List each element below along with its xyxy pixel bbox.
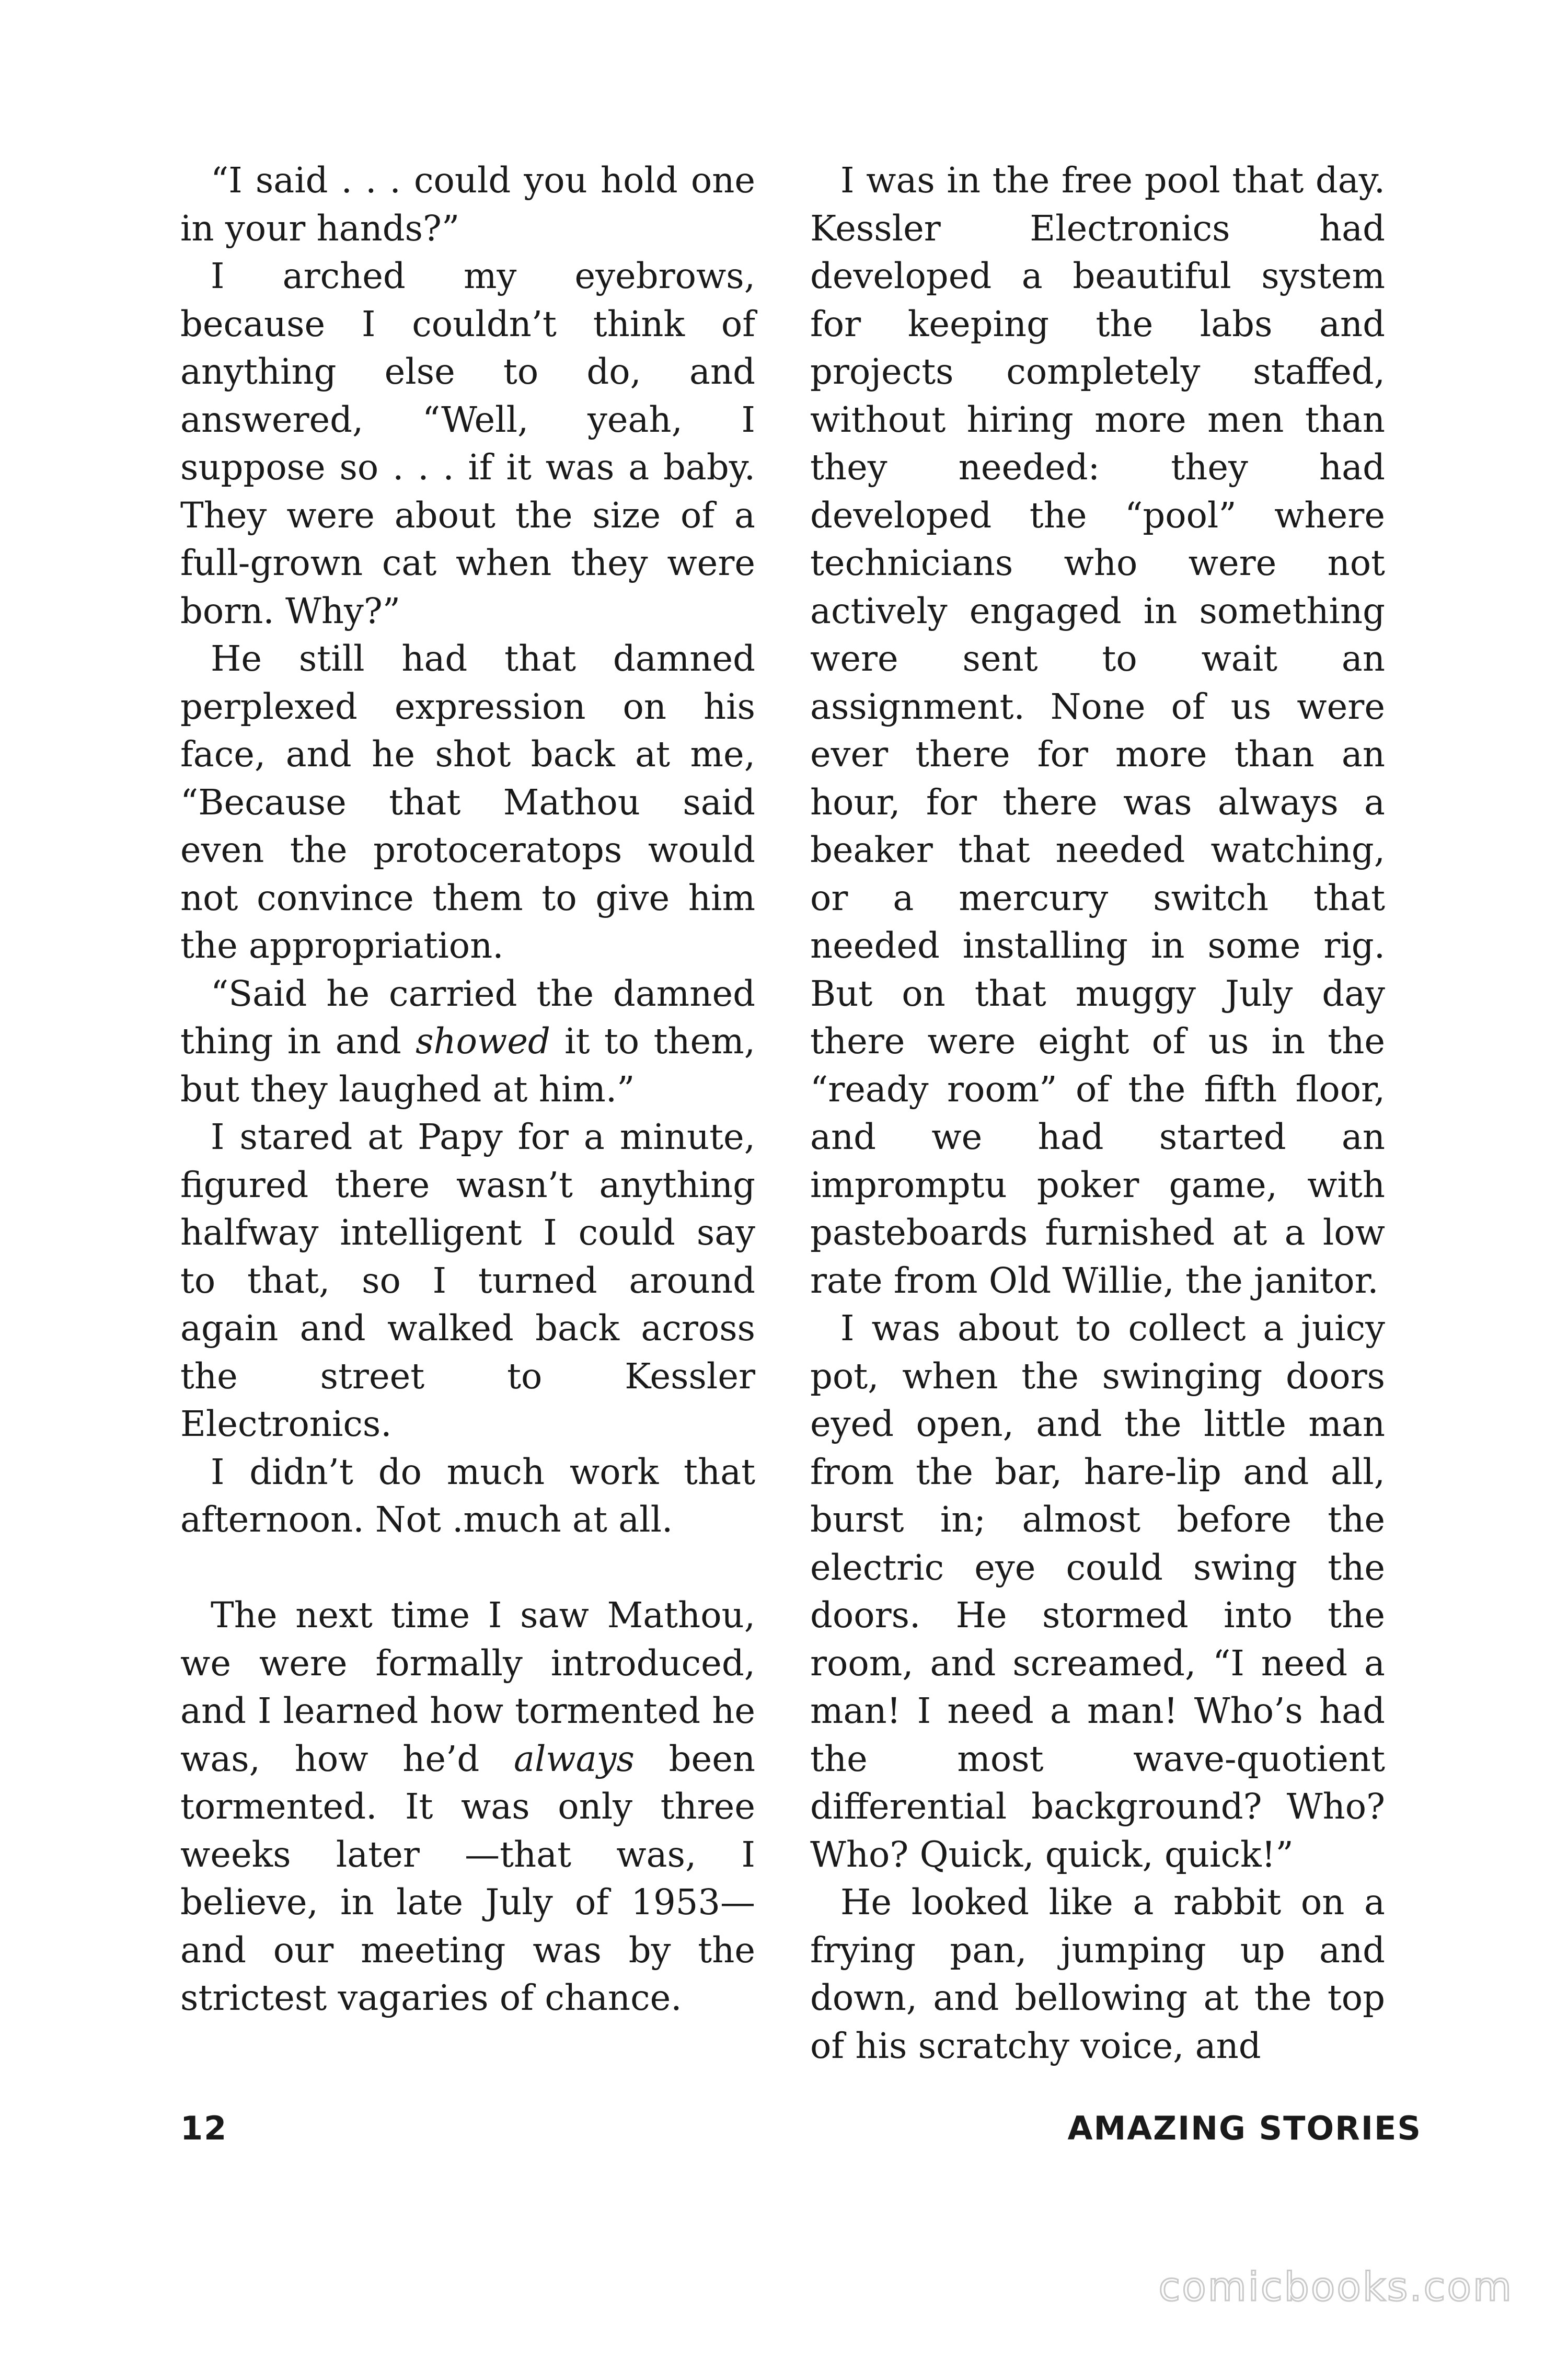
paragraph — [810, 1879, 1385, 2070]
left-column — [180, 157, 755, 2022]
paragraph — [180, 157, 755, 252]
page-number: 12 — [180, 2109, 228, 2147]
text-run: “Said he carried the damned thing in and — [180, 973, 755, 1062]
text-run: been tormented. It was only three weeks later —that was, I believe, in late July of 1953—and our meeting was by the strictest vagaries of chance. — [180, 1738, 755, 2018]
watermark: comicbooks.com — [1158, 2263, 1513, 2310]
text-run: He still had that damned perplexed expression on his face, and he shot back at me, “Because that Mathou said even the protoceratops would not convince them to give him the appropriation. — [180, 638, 755, 966]
text-run: He looked like a rabbit on a frying pan, jumping up and down, and bellowing at the top of his scratchy voice, and — [810, 1882, 1385, 2066]
paragraph — [180, 1448, 755, 1544]
text-run: it to them, but they laughed at him.” — [180, 1021, 756, 1110]
text-run: I stared at Papy for a minute, figured there wasn’t anything halfway intelligent I could say to that, so I turned around again and walked back across the street to Kessler Electronics. — [180, 1117, 755, 1444]
paragraph — [810, 157, 1385, 1305]
text-run: “I said . . . could you hold one in your hands?” — [180, 160, 755, 249]
magazine-title: AMAZING STORIES — [1067, 2109, 1422, 2147]
text-run: I was about to collect a juicy pot, when the swinging doors eyed open, and the little man from the bar, hare-lip and all, burst in; almost before the electric eye could swing the doors. He stormed into the room, and screamed, “I need a man! I need a man! Who’s had the most wave-quotient differential background? Who? Who? Quick, quick, quick!” — [810, 1308, 1385, 1875]
paragraph — [180, 635, 755, 970]
right-column — [810, 157, 1385, 2070]
text-run: I arched my eyebrows, because I couldn’t think of anything else to do, and answered, “Well, yeah, I suppose so . . . if it was a baby. They were about the size of a full-grown cat when they were born. Why?” — [180, 256, 755, 631]
paragraph — [180, 252, 755, 635]
text-run: I didn’t do much work that afternoon. Not .much at all. — [180, 1451, 755, 1540]
paragraph — [810, 1305, 1385, 1879]
paragraph — [180, 970, 755, 1114]
italic-text: showed — [416, 1021, 550, 1062]
paragraph — [180, 1592, 755, 2022]
paragraph — [180, 1113, 755, 1448]
text-run: I was in the free pool that day. Kessler Electronics had developed a beautiful system for keeping the labs and projects completely staffed, without hiring more men than they needed: they had developed the “pool” where technicians who were not actively engaged in something were sent to wait an assignment. None of us were ever there for more than an hour, for there was always a beaker that needed watching, or a mercury switch that needed installing in some rig. But on that muggy July day there were eight of us in the “ready room” of the fifth floor, and we had started an impromptu poker game, with pasteboards furnished at a low rate from Old Willie, the janitor. — [810, 160, 1385, 1301]
italic-text: always — [514, 1738, 635, 1779]
text-run: The next time I saw Mathou, we were formally introduced, and I learned how tormented he was, how he’d — [180, 1595, 755, 1779]
